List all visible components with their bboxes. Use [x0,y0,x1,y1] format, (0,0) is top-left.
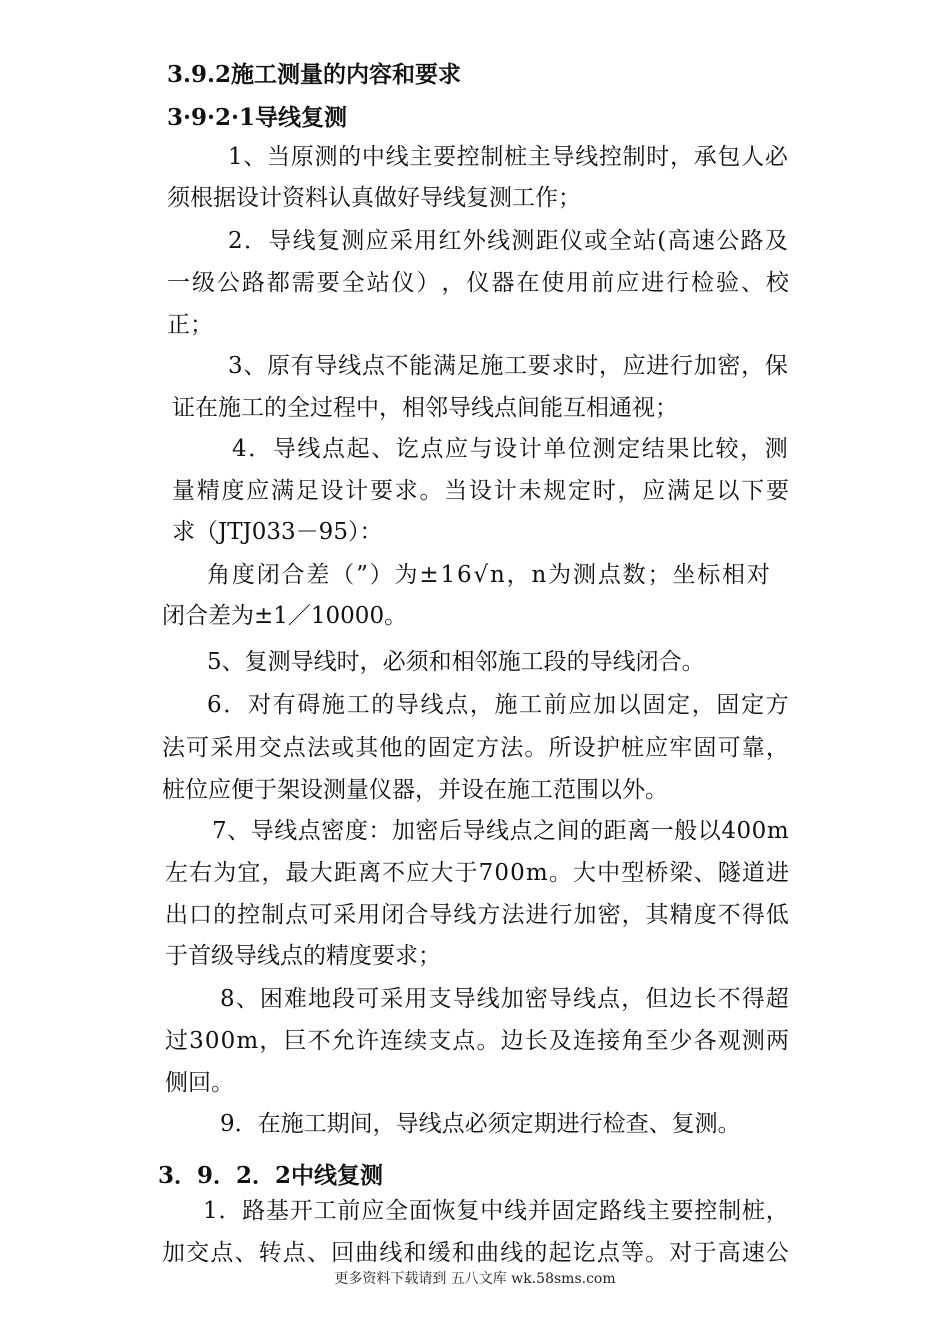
paragraph-line: 2 ． 导 线 复 测 应 采 用 红 外 线 测 距 仪 或 全 站 ( 高 速 公 路 及 [228,228,788,254]
footer-note: 更多资料下载请到 五八文库 wk.58sms.com [334,1271,616,1287]
paragraph-line: 须根据设计资料认真做好导线复测工作； [167,185,581,211]
paragraph-line: 6 ． 对 有 碍 施 工 的 导 线 点 ， 施 工 前 应 加 以 固 定 ， 固 定 方 [207,692,789,718]
paragraph-line: 角 度 闭 合 差 （ ” ） 为 ± 1 6 √ n ， n 为 测 点 数 ； 坐 标 相 对 [207,562,770,588]
paragraph-line: 一 级 公 路 都 需 要 全 站 仪 ） ， 仪 器 在 使 用 前 应 进 行 检 验 、 校 [167,270,789,296]
paragraph-line: 9．在施工期间，导线点必须定期进行检查、复测。 [220,1111,741,1137]
paragraph-line: 7 、 导 线 点 密 度 ： 加 密 后 导 线 点 之 间 的 距 离 一 般 以 4 0 0 m [212,818,789,844]
paragraph-line: 于首级导线点的精度要求； [165,943,441,969]
paragraph-line: 加 交 点 、 转 点 、 回 曲 线 和 缓 和 曲 线 的 起 讫 点 等 。 对 于 高 速 公 [162,1240,789,1266]
section-heading-3-9-2: 3.9.2施工测量的内容和要求 [167,61,462,88]
paragraph-line: 证在施工的全过程中，相邻导线点间能互相通视； [172,395,678,421]
paragraph-line: 求（JTJ033－95）： [172,519,383,545]
paragraph-line: 8 、 困 难 地 段 可 采 用 支 导 线 加 密 导 线 点 ， 但 边 长 不 得 超 [220,986,789,1012]
paragraph-line: 左 右 为 宜 ， 最 大 距 离 不 应 大 于 7 0 0 m 。 大 中 型 桥 梁 、 隧 道 进 [165,860,789,886]
subsection-heading-centerline-resurvey: 3．9．2．2中线复测 [158,1162,384,1189]
paragraph-line: 过 3 0 0 m ， 巨 不 允 许 连 续 支 点 。 边 长 及 连 接 角 至 少 各 观 测 两 [165,1028,789,1054]
paragraph-line: 3 、 原 有 导 线 点 不 能 满 足 施 工 要 求 时 ， 应 进 行 加 密 ， 保 [228,353,788,379]
paragraph-line: 闭合差为±1／10000。 [162,603,408,629]
paragraph-line: 出 口 的 控 制 点 可 采 用 闭 合 导 线 方 法 进 行 加 密 ， 其 精 度 不 得 低 [165,902,789,928]
paragraph-line: 5、复测导线时，必须和相邻施工段的导线闭合。 [207,649,705,675]
paragraph-line: 侧回。 [165,1070,234,1096]
paragraph-line: 量 精 度 应 满 足 设 计 要 求 。 当 设 计 未 规 定 时 ， 应 满 足 以 下 要 [172,478,789,504]
paragraph-line: 4 ． 导 线 点 起 、 讫 点 应 与 设 计 单 位 测 定 结 果 比 较 ， 测 [232,436,788,462]
paragraph-line: 法 可 采 用 交 点 法 或 其 他 的 固 定 方 法 。 所 设 护 桩 应 牢 固 可 靠 ， [162,735,789,761]
paragraph-line: 桩位应便于架设测量仪器，并设在施工范围以外。 [162,777,668,803]
paragraph-line: 正； [167,312,213,338]
subsection-heading-traverse-resurvey: 3·9·2·1导线复测 [167,104,348,131]
paragraph-line: 1 ． 路 基 开 工 前 应 全 面 恢 复 中 线 并 固 定 路 线 主 要 控 制 桩 ， [203,1198,789,1224]
paragraph-line: 1 、 当 原 测 的 中 线 主 要 控 制 桩 主 导 线 控 制 时 ， 承 包 人 必 [228,144,788,170]
